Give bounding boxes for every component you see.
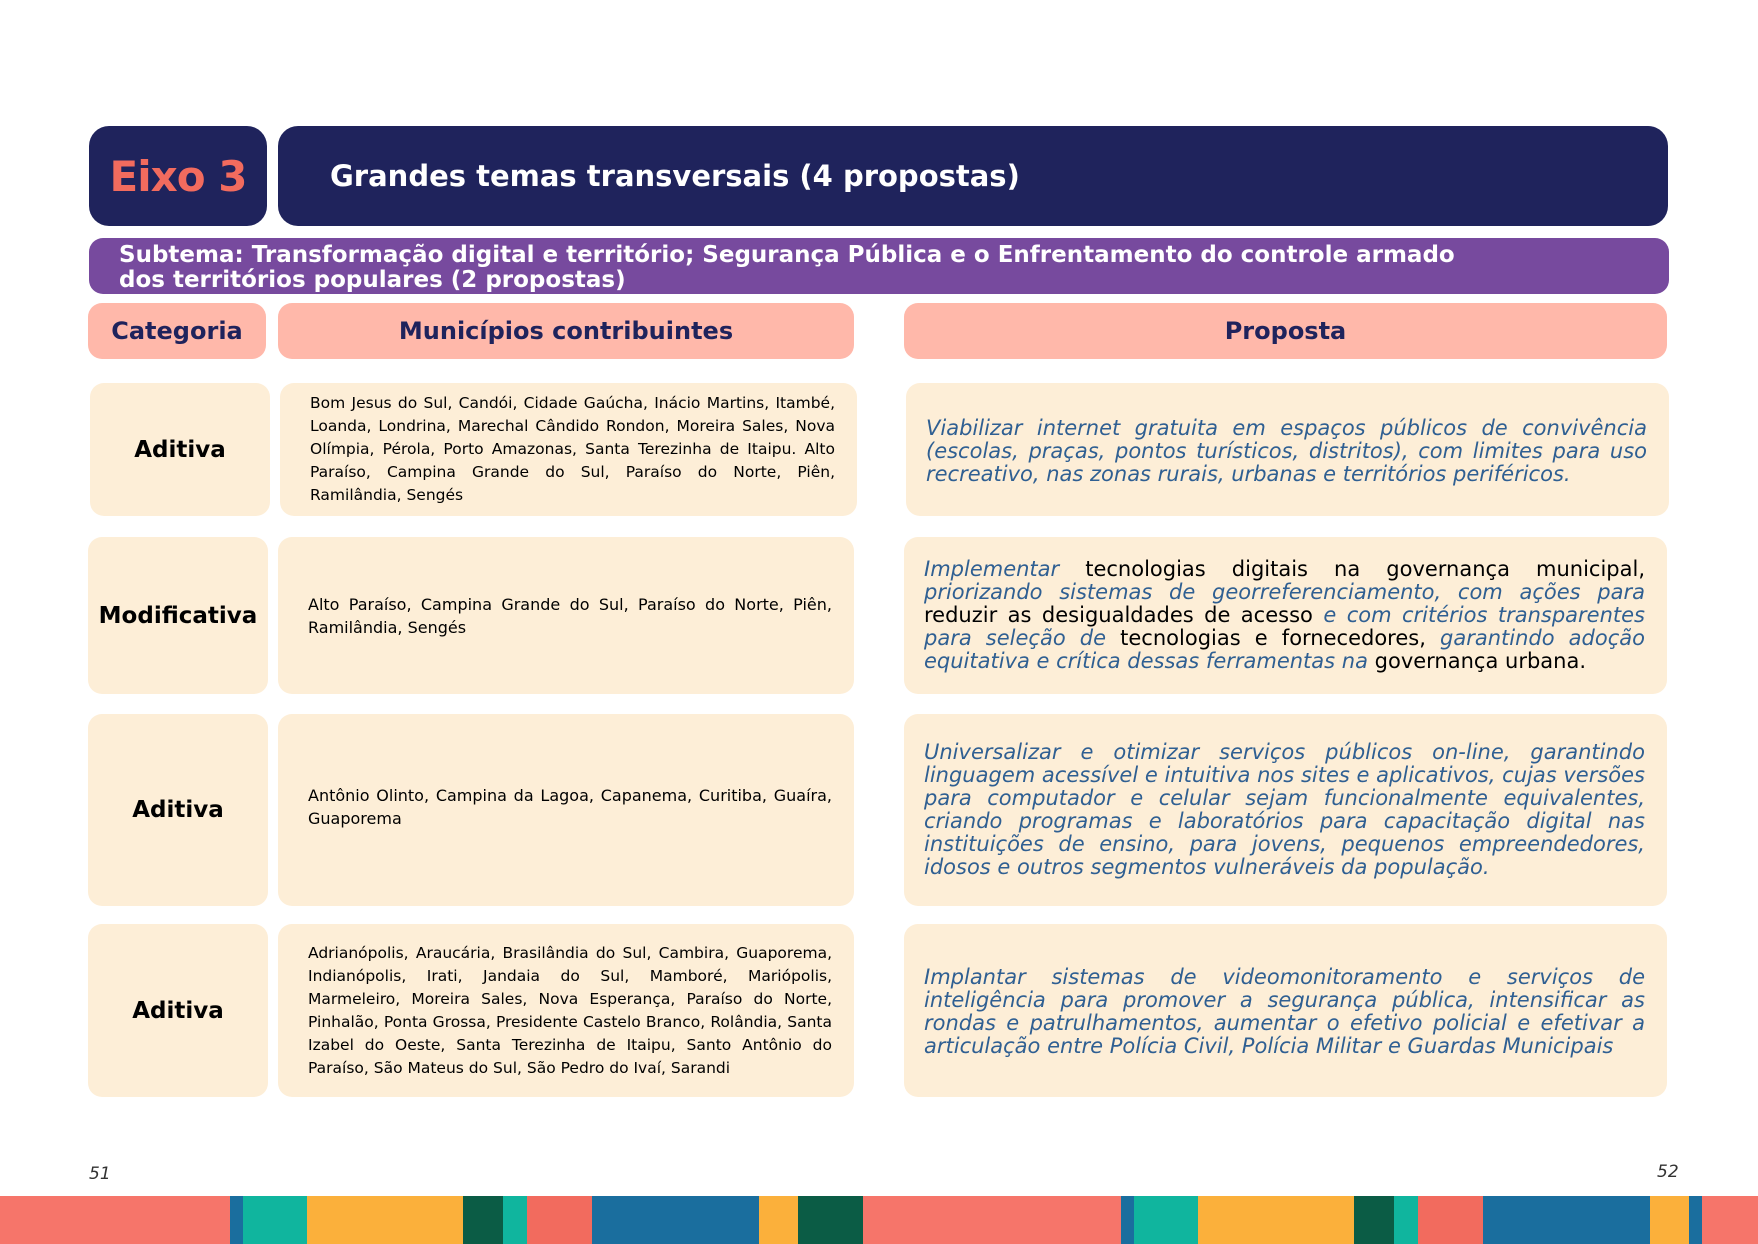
row-4-proposta-text: Implantar sistemas de videomonitoramento e serviços de inteligência para promover a segurança pública, intensificar as rondas e patrulhamentos, aumentar o efetivo policial e efetivar a articulação entre Polícia Civil, Polícia Militar e Guardas Municipais [924,965,1645,1058]
row-3-proposta-text: Universalizar e otimizar serviços públicos on-line, garantindo linguagem acessível e intuitiva nos sites e aplicativos, cujas versões para computador e celular sejam funcionalmente equivalentes, criando programas e laboratórios para capacitação digital nas instituições de ensino, para jovens, pequenos empreendedores, idosos e outros segmentos vulneráveis da população. [924,740,1645,879]
page-title: Grandes temas transversais (4 propostas) [330,159,1020,193]
stripe-segment [1702,1196,1758,1244]
row-1-proposta [906,383,1669,516]
row-2-categoria: Modificativa [88,537,268,694]
stripe-segment [0,1196,230,1244]
stripe-segment [592,1196,759,1244]
stripe-segment [1394,1196,1418,1244]
row-2-proposta-part-4: reduzir as desigualdades de acesso [924,603,1313,627]
row-2-proposta-part-2: tecnologias digitais na governança municipal, [1059,557,1645,581]
row-1-municipios-text: Bom Jesus do Sul, Candói, Cidade Gaúcha, Inácio Martins, Itambé, Loanda, Londrina, Marechal Cândido Rondon, Moreira Sales, Nova Olímpia, Pérola, Porto Amazonas, Santa Terezinha de Itaipu. Alto Paraíso, Campina Grande do Sul, Paraíso do Norte, Piên, Ramilândia, Sengés [310,394,835,504]
row-3-municipios-text: Antônio Olinto, Campina da Lagoa, Capanema, Curitiba, Guaíra, Guaporema [308,786,832,828]
stripe-segment [1354,1196,1394,1244]
eixo-label: Eixo 3 [109,151,247,201]
stripe-segment [1121,1196,1134,1244]
row-4-municipios-text: Adrianópolis, Araucária, Brasilândia do Sul, Cambira, Guaporema, Indianópolis, Irati, Jandaia do Sul, Mamboré, Mariópolis, Marmeleiro, Moreira Sales, Nova Esperança, Paraíso do Norte, Pinhalão, Ponta Grossa, Presidente Castelo Branco, Rolândia, Santa Izabel do Oeste, Santa Terezinha de Itaipu, Santo Antônio do Paraíso, São Mateus do Sul, São Pedro do Ivaí, Sarandi [308,943,832,1077]
row-2-proposta-part-5: e com critérios transparentes para seleção de [924,603,1646,650]
row-3-proposta [904,714,1667,906]
column-header-proposta: Proposta [904,303,1667,359]
row-2-proposta-part-6: tecnologias e fornecedores, [1120,626,1440,650]
title-banner [278,126,1668,226]
row-4-municipios [278,924,854,1097]
stripe-segment [1689,1196,1702,1244]
row-2-proposta-part-8: governança urbana. [1374,649,1587,673]
row-1-proposta-text: Viabilizar internet gratuita em espaços públicos de convivência (escolas, praças, pontos turísticos, distritos), com limites para uso recreativo, nas zonas rurais, urbanas e territórios periféricos. [926,416,1647,486]
subtema-banner [89,238,1669,294]
stripe-segment [243,1196,307,1244]
row-2-proposta-part-7: garantindo adoção equitativa e crítica dessas ferramentas na [924,626,1645,673]
row-1-categoria: Aditiva [90,383,270,516]
column-header-categoria: Categoria [88,303,266,359]
stripe-segment [503,1196,527,1244]
stripe-segment [863,1196,1121,1244]
row-3-municipios [278,714,854,906]
page-number-left: 51 [89,1164,111,1184]
row-2-municipios-text: Alto Paraíso, Campina Grande do Sul, Paraíso do Norte, Piên, Ramilândia, Sengés [308,594,832,637]
row-2-municipios [278,537,854,694]
stripe-segment [527,1196,592,1244]
row-2-proposta-part-3: priorizando sistemas de georreferenciamento, com ações para [924,580,1645,604]
row-1-municipios [280,383,857,516]
stripe-segment [759,1196,798,1244]
column-header-municipios: Municípios contribuintes [278,303,854,359]
row-2-proposta-text [924,558,1645,673]
stripe-segment [1134,1196,1198,1244]
row-2-proposta-part-1: Implementar [924,557,1060,581]
decorative-color-stripe [0,1196,1758,1244]
stripe-segment [463,1196,503,1244]
subtema-line-1: Subtema: Transformação digital e território; Segurança Pública e o Enfrentamento do controle armado [119,242,1455,268]
stripe-segment [1418,1196,1483,1244]
stripe-segment [1650,1196,1689,1244]
stripe-segment [798,1196,863,1244]
subtema-text [119,243,1455,293]
row-4-proposta [904,924,1667,1097]
stripe-segment [307,1196,463,1244]
stripe-segment [1483,1196,1650,1244]
stripe-segment [230,1196,243,1244]
row-3-categoria: Aditiva [88,714,268,906]
subtema-line-2: dos territórios populares (2 propostas) [119,267,626,293]
page-number-right: 52 [1657,1162,1679,1182]
eixo-badge [89,126,267,226]
stripe-segment [1198,1196,1354,1244]
row-4-categoria: Aditiva [88,924,268,1097]
row-2-proposta [904,537,1667,694]
